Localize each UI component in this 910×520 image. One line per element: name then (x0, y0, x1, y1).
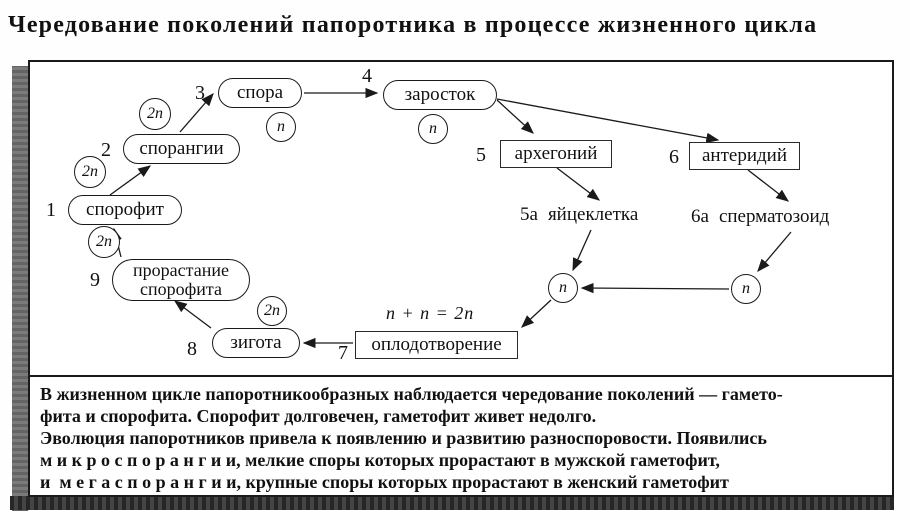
germination-line1: прорастание (133, 260, 229, 280)
step-number-5a: 5а (520, 204, 538, 225)
formula-label: n + n = 2n (386, 303, 475, 323)
step-number-5: 5 (476, 144, 486, 166)
node-sperm (691, 206, 829, 228)
frame-shadow-left (12, 66, 28, 511)
caption-line: В жизненном цикле папоротникообразных наблюдается чередование поколений — гамето- (40, 384, 783, 404)
node-germination (112, 259, 250, 301)
step-number-9: 9 (90, 269, 100, 291)
sperm-label: сперматозоид (718, 206, 830, 227)
ploidy-circle-2n: 2n (139, 98, 171, 130)
step-number-1: 1 (46, 199, 56, 221)
ploidy-circle-2n: 2n (74, 156, 106, 188)
step-number-2: 2 (101, 139, 111, 161)
egg-label: яйцеклетка (547, 204, 639, 225)
step-number-6: 6 (669, 146, 679, 168)
germination-line2: спорофита (140, 279, 222, 299)
ploidy-circle-n: n (548, 273, 578, 303)
node-sporophyte: спорофит (68, 195, 182, 225)
diagram-frame (28, 60, 894, 497)
life-cycle-diagram (30, 62, 892, 375)
caption-line: фита и спорофита. Спорофит долговечен, гаметофит живет недолго. (40, 406, 597, 426)
caption-line: и м е г а с п о р а н г и и, крупные споры которых прорастают в женский гаметофит (40, 472, 729, 492)
step-number-6a: 6а (691, 206, 709, 227)
node-spore: спора (218, 78, 302, 108)
ploidy-circle-2n: 2n (88, 226, 120, 258)
ploidy-circle-2n: 2n (257, 296, 287, 326)
caption-box (30, 375, 892, 503)
node-sporangia: спорангии (123, 134, 240, 164)
ploidy-circle-n: n (266, 112, 296, 142)
node-zygote: зигота (212, 328, 300, 358)
step-number-8: 8 (187, 338, 197, 360)
node-antheridium: антеридий (689, 142, 800, 170)
step-number-3: 3 (195, 82, 205, 104)
caption-line: Эволюция папоротников привела к появлению и развитию разноспоровости. Появились (40, 428, 767, 448)
page-title: Чередование поколений папоротника в процессе жизненного цикла (8, 12, 818, 38)
node-prothallus: заросток (383, 80, 497, 110)
ploidy-circle-n: n (418, 114, 448, 144)
step-number-4: 4 (362, 65, 372, 87)
step-number-7: 7 (338, 342, 348, 364)
node-fertilization: оплодотворение (355, 331, 518, 359)
node-archegonium: архегоний (500, 140, 612, 168)
ploidy-circle-n: n (731, 274, 761, 304)
node-egg-cell (520, 204, 638, 226)
caption-line: м и к р о с п о р а н г и и, мелкие споры которых прорастают в мужской гаметофит, (40, 450, 720, 470)
